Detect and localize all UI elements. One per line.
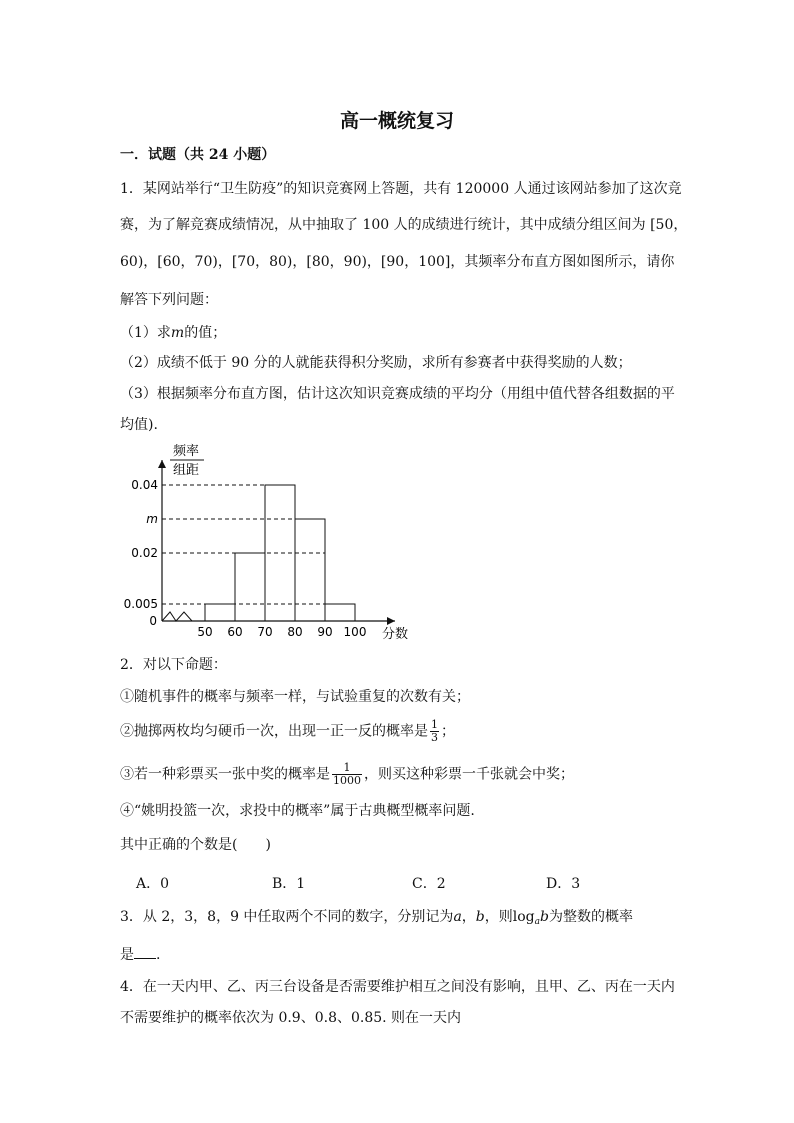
page-title: 高一概统复习 bbox=[339, 110, 454, 132]
q1-part-1-post: 的值； bbox=[184, 325, 227, 341]
q4-line-2: 不需要维护的概率依次为 0.9、0.8、0.85. 则在一天内 bbox=[120, 1010, 462, 1026]
q1-line-4: 解答下列问题： bbox=[120, 292, 218, 308]
y-label-denominator: 组距 bbox=[172, 463, 200, 478]
y-tick-label: 0.04 bbox=[131, 478, 158, 492]
fraction-1-3 bbox=[430, 719, 439, 744]
section-heading: 一．试题（共 24 小题） bbox=[120, 147, 276, 163]
q3-comma: ， bbox=[461, 909, 476, 925]
q3-var-a: a bbox=[453, 909, 462, 925]
q1-line-1: 1．某网站举行“卫生防疫”的知识竞赛网上答题，共有 120000 人通过该网站参加了这次竞 bbox=[120, 181, 682, 197]
fraction-numerator: 1 bbox=[431, 718, 438, 731]
x-axis-arrow bbox=[387, 617, 395, 625]
fraction-denominator: 1000 bbox=[333, 774, 361, 787]
q3-line-2 bbox=[120, 946, 160, 964]
y-tick-label: m bbox=[146, 512, 158, 526]
y-tick-label: 0.02 bbox=[131, 546, 158, 560]
axis-break-mark bbox=[162, 612, 192, 621]
q2-ask: 其中正确的个数是( ) bbox=[120, 837, 271, 853]
q2-statement-1: ①随机事件的概率与频率一样，与试验重复的次数有关； bbox=[120, 689, 470, 705]
q1-var-m: m bbox=[170, 325, 185, 341]
q2-s3-pre: ③若一种彩票买一张中奖的概率是 bbox=[120, 766, 330, 783]
origin-label: 0 bbox=[149, 614, 157, 628]
q1-line-3: 60)，[60，70)，[70，80)，[80，90)，[90，100]，其频率分布直方图如图所示，请你 bbox=[120, 254, 675, 270]
q4-line-1: 4．在一天内甲、乙、丙三台设备是否需要维护相互之间没有影响，且甲、乙、丙在一天内 bbox=[120, 979, 675, 995]
q2-s2-pre: ②抛掷两枚均匀硬币一次，出现一正一反的概率是 bbox=[120, 723, 428, 740]
frequency-histogram bbox=[115, 440, 415, 650]
q3-end: . bbox=[156, 947, 161, 963]
q2-statement-4: ④“姚明投篮一次，求投中的概率”属于古典概型概率问题. bbox=[120, 803, 475, 819]
y-label-numerator: 频率 bbox=[172, 444, 200, 459]
histogram-bar bbox=[235, 553, 265, 621]
histogram-bar bbox=[205, 604, 235, 621]
x-tick-label: 100 bbox=[343, 625, 367, 639]
y-axis-arrow bbox=[158, 460, 166, 468]
q1-part-3a: （3）根据频率分布直方图，估计这次知识竞赛成绩的平均分（用组中值代替各组数据的平 bbox=[120, 386, 675, 402]
q1-part-1-pre: （1）求 bbox=[120, 325, 171, 341]
x-tick-label: 60 bbox=[227, 625, 243, 639]
q1-part-2: （2）成绩不低于 90 分的人就能获得积分奖励，求所有参赛者中获得奖励的人数； bbox=[120, 355, 632, 371]
option-c: C．2 bbox=[412, 876, 446, 892]
option-b: B．1 bbox=[272, 876, 306, 892]
q3-var-b: b bbox=[475, 909, 485, 925]
q3-pre: 3．从 2，3，8，9 中任取两个不同的数字，分别记为 bbox=[120, 909, 454, 925]
x-tick-label: 90 bbox=[317, 625, 333, 639]
q2-statement-3 bbox=[120, 762, 574, 787]
q2-s2-post: ； bbox=[441, 723, 455, 740]
q2-statement-2 bbox=[120, 719, 455, 744]
q2-s3-post: ，则买这种彩票一千张就会中奖； bbox=[364, 766, 574, 783]
q3-log-base: a bbox=[534, 917, 541, 927]
q3-line-1 bbox=[120, 908, 633, 931]
q3-line-2-text: 是 bbox=[120, 947, 134, 963]
fraction-denominator: 3 bbox=[431, 731, 438, 744]
histogram-bar bbox=[325, 604, 355, 621]
x-tick-label: 50 bbox=[197, 625, 213, 639]
x-axis-label: 分数 bbox=[381, 627, 409, 642]
q3-post: 为整数的概率 bbox=[548, 909, 633, 925]
option-d: D．3 bbox=[546, 876, 581, 892]
x-tick-label: 70 bbox=[257, 625, 273, 639]
option-a: A．0 bbox=[136, 876, 170, 892]
q2-head: 2．对以下命题： bbox=[120, 657, 227, 673]
histogram-bar bbox=[295, 519, 325, 621]
x-tick-label: 80 bbox=[287, 625, 303, 639]
fraction-numerator: 1 bbox=[332, 762, 362, 775]
fraction-1-1000 bbox=[332, 762, 362, 787]
q1-part-1 bbox=[120, 324, 226, 342]
answer-blank bbox=[134, 946, 156, 959]
q3-log: log bbox=[512, 909, 535, 925]
q3-log-arg: b bbox=[540, 909, 549, 925]
q1-part-3b: 均值). bbox=[120, 417, 158, 433]
q3-mid: ，则 bbox=[484, 909, 513, 925]
y-tick-label: 0.005 bbox=[123, 597, 158, 611]
q1-line-2: 赛，为了解竞赛成绩情况，从中抽取了 100 人的成绩进行统计，其中成绩分组区间为 [50， bbox=[120, 217, 688, 233]
